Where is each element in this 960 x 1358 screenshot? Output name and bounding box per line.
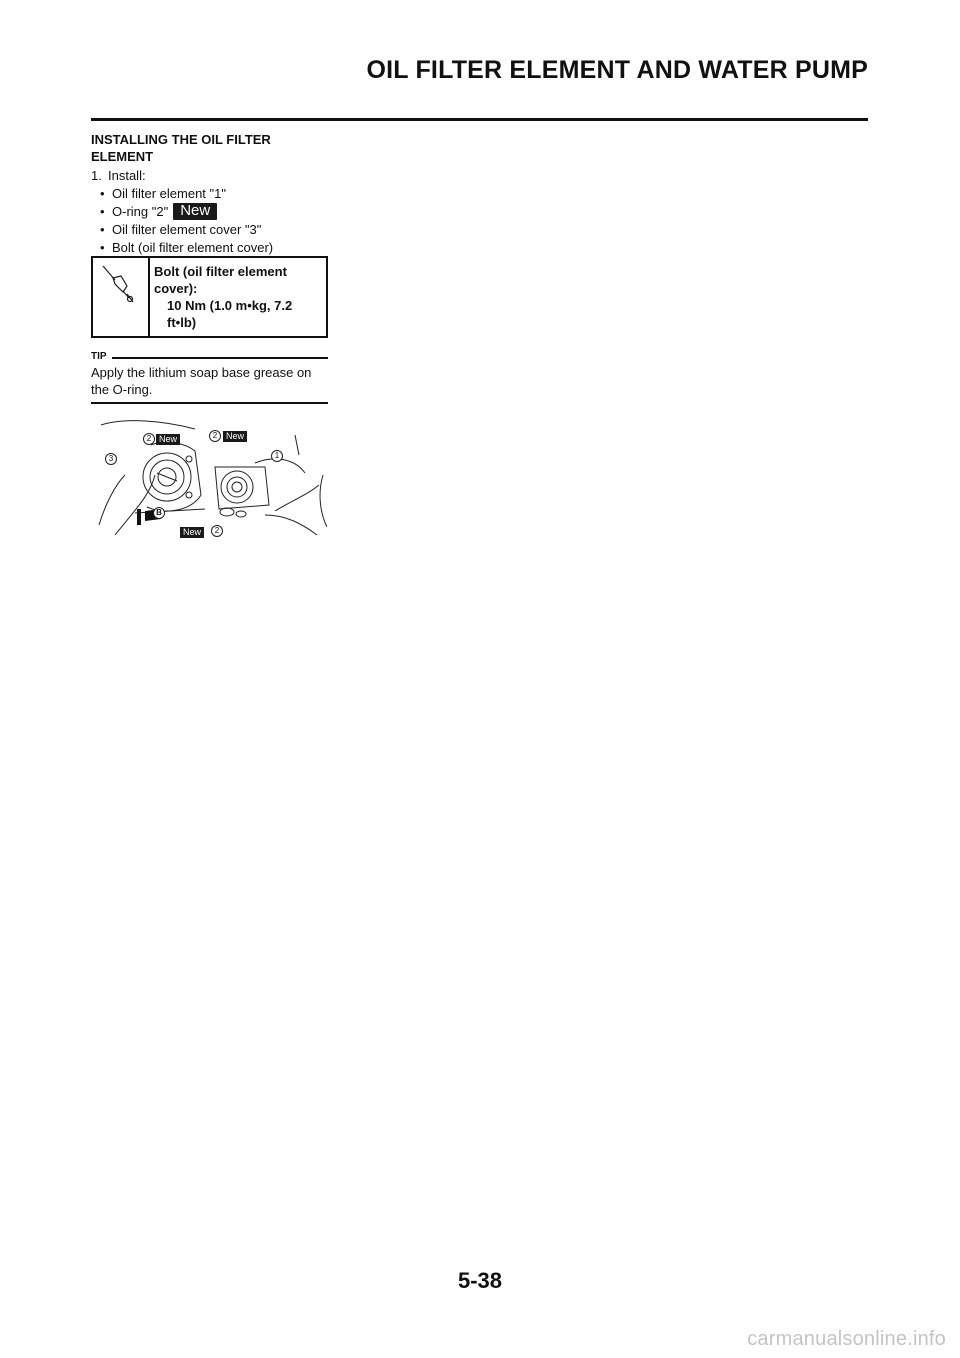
torque-spec-value: 10 Nm (1.0 m•kg, 7.2 ft•lb) bbox=[167, 298, 293, 330]
list-item-text: Bolt (oil filter element cover) bbox=[112, 240, 274, 255]
tip-text: Apply the lithium soap base grease on the O-ring. bbox=[91, 365, 312, 397]
list-item-text: Oil filter element cover "3" bbox=[112, 222, 262, 237]
figure-callout: 3 bbox=[105, 453, 117, 465]
tip-rule-top bbox=[91, 357, 328, 359]
new-badge: New bbox=[173, 203, 217, 220]
torque-wrench-icon bbox=[93, 258, 148, 336]
list-item bbox=[100, 239, 273, 257]
torque-spec-box bbox=[91, 256, 328, 338]
install-list bbox=[100, 185, 273, 257]
torque-spec bbox=[154, 263, 322, 331]
list-item bbox=[100, 185, 273, 203]
figure-new-badge: New bbox=[156, 434, 180, 445]
list-item bbox=[100, 221, 273, 239]
installation-figure bbox=[95, 415, 327, 545]
figure-callout: 2 bbox=[211, 525, 223, 537]
page-title: OIL FILTER ELEMENT AND WATER PUMP bbox=[366, 56, 868, 84]
step-label: Install: bbox=[108, 168, 146, 183]
step bbox=[91, 167, 146, 184]
watermark: carmanualsonline.info bbox=[747, 1328, 946, 1350]
figure-callout: 2 bbox=[143, 433, 155, 445]
list-item-text: O-ring "2" bbox=[112, 204, 169, 219]
figure-new-badge: New bbox=[180, 527, 204, 538]
title-rule bbox=[91, 118, 868, 121]
list-item-text: Oil filter element "1" bbox=[112, 186, 226, 201]
grease-mark: B bbox=[153, 507, 165, 519]
tip-label: TIP bbox=[91, 351, 112, 362]
figure-callout: 2 bbox=[209, 430, 221, 442]
torque-icon-cell bbox=[93, 258, 150, 336]
step-number: 1. bbox=[91, 168, 102, 183]
tip-rule-bottom bbox=[91, 402, 328, 404]
section-heading: INSTALLING THE OIL FILTER ELEMENT bbox=[91, 132, 271, 164]
page-number: 5-38 bbox=[457, 1268, 503, 1293]
list-item bbox=[100, 203, 273, 221]
figure-new-badge: New bbox=[223, 431, 247, 442]
figure-callout: 1 bbox=[271, 450, 283, 462]
torque-spec-label: Bolt (oil filter element cover): bbox=[154, 264, 287, 296]
